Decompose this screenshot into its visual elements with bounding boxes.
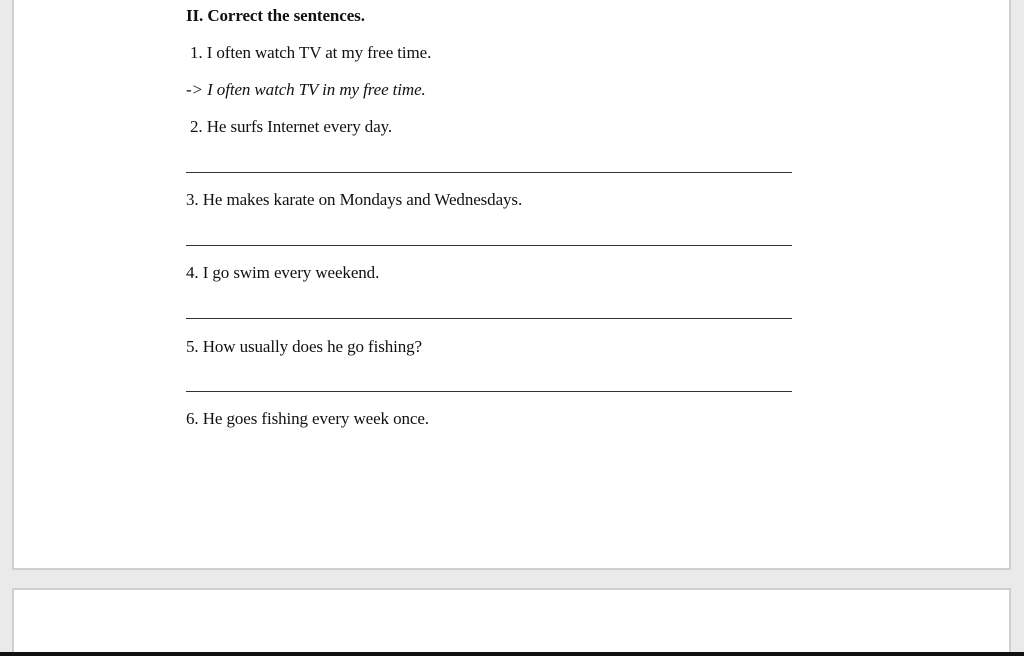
answer-line-2 xyxy=(186,172,792,173)
answer-line-3 xyxy=(186,245,792,246)
sentence-5: 5. How usually does he go fishing? xyxy=(186,337,422,356)
answer-1: -> I often watch TV in my free time. xyxy=(186,80,426,99)
sentence-2: 2. He surfs Internet every day. xyxy=(190,117,393,136)
document-page xyxy=(12,0,1011,570)
next-document-page xyxy=(12,588,1011,656)
viewer-bottom-edge xyxy=(0,652,1024,656)
sentence-1: 1. I often watch TV at my free time. xyxy=(190,43,432,62)
sentence-3: 3. He makes karate on Mondays and Wednesdays. xyxy=(186,190,523,209)
answer-line-4 xyxy=(186,318,792,319)
sentence-6: 6. He goes fishing every week once. xyxy=(186,409,429,428)
answer-line-5 xyxy=(186,391,792,392)
section-heading: II. Correct the sentences. xyxy=(186,6,365,25)
sentence-4: 4. I go swim every weekend. xyxy=(186,263,380,282)
